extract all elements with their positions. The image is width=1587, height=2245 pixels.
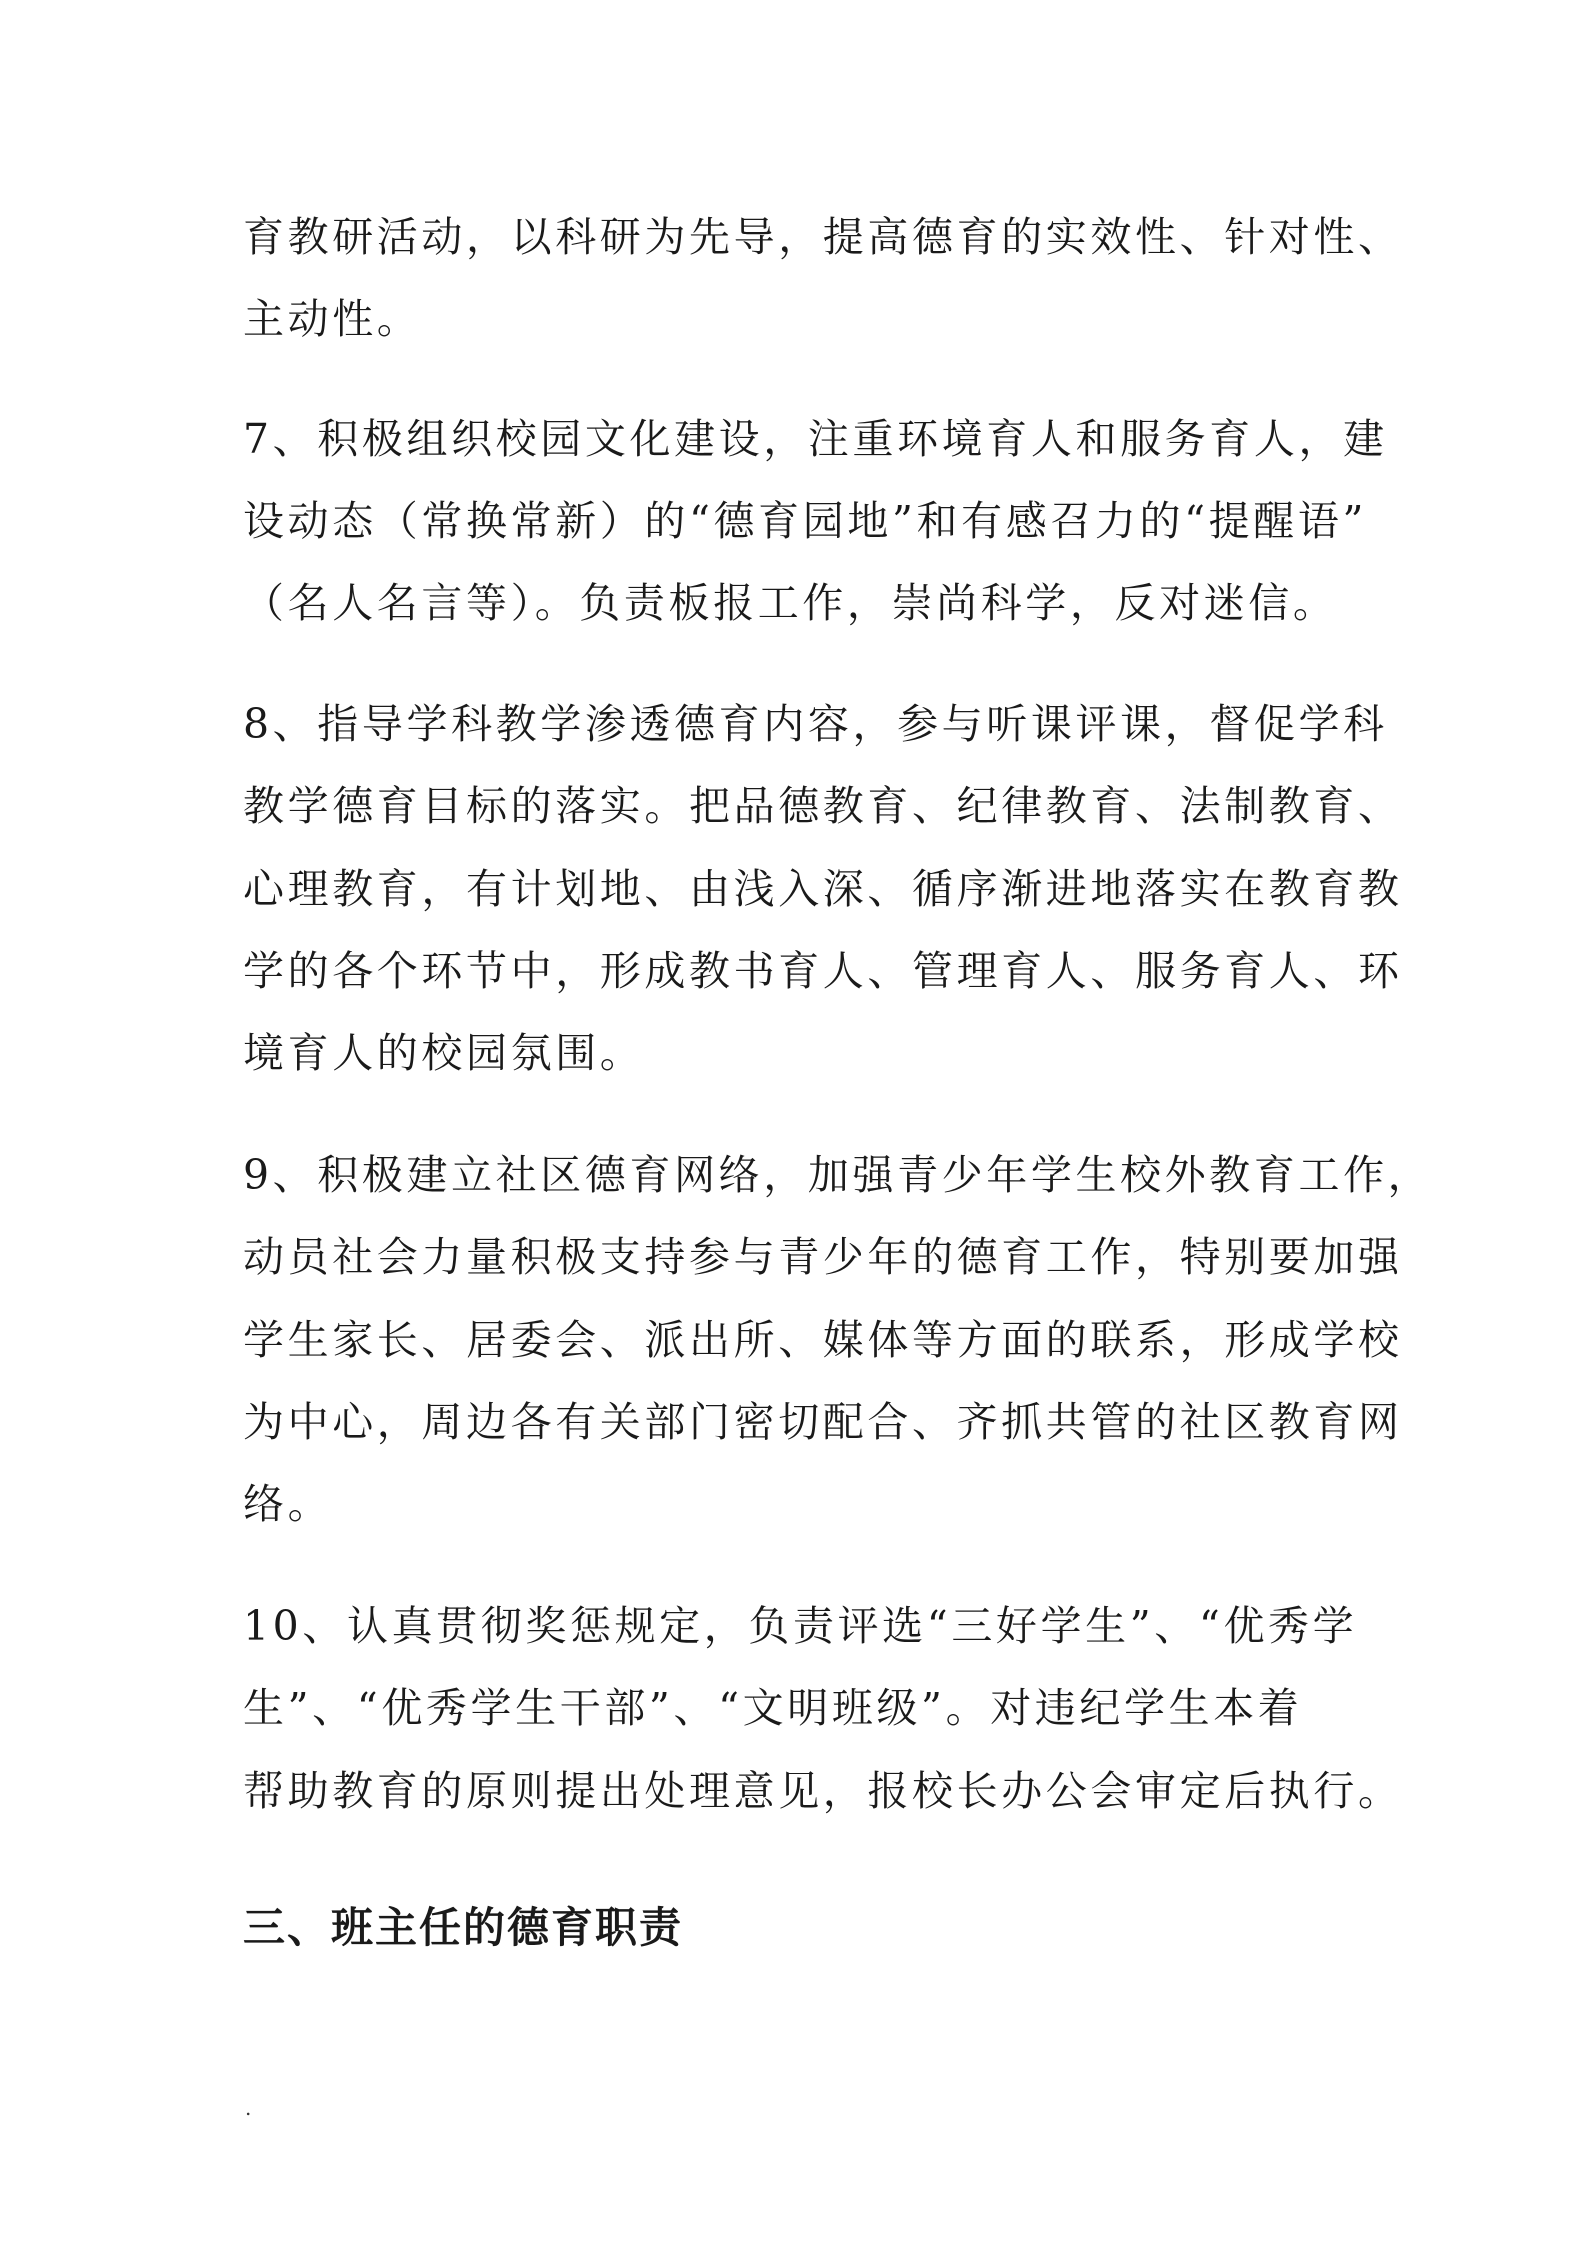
paragraph-8-line-4: 学的各个环节中，形成教书育人、管理育人、服务育人、环	[243, 947, 1403, 995]
paragraph-9-line-2: 动员社会力量积极支持参与青少年的德育工作，特别要加强	[243, 1233, 1403, 1281]
paragraph-7-line-3: （名人名言等）。负责板报工作，崇尚科学，反对迷信。	[243, 579, 1338, 627]
paragraph-10-line-3: 帮助教育的原则提出处理意见，报校长办公会审定后执行。	[243, 1767, 1403, 1815]
paragraph-10-line-1: 10、认真贯彻奖惩规定，负责评选“三好学生”、“优秀学	[243, 1602, 1358, 1650]
section-heading: 三、班主任的德育职责	[243, 1903, 684, 1952]
paragraph-7-line-1: 7、积极组织校园文化建设，注重环境育人和服务育人，建	[243, 415, 1388, 463]
paragraph-6-line-2: 育教研活动，以科研为先导，提高德育的实效性、针对性、	[243, 213, 1403, 261]
footer-mark: .	[245, 2096, 252, 2120]
paragraph-10-line-2: 生”、“优秀学生干部”、“文明班级”。对违纪学生本着	[243, 1684, 1303, 1732]
paragraph-9-line-5: 络。	[243, 1480, 333, 1528]
paragraph-7-line-2: 设动态（常换常新）的“德育园地”和有感召力的“提醒语”	[243, 497, 1368, 545]
paragraph-8-line-5: 境育人的校园氛围。	[243, 1029, 645, 1077]
paragraph-8-line-1: 8、指导学科教学渗透德育内容，参与听课评课，督促学科	[243, 700, 1388, 748]
paragraph-9-line-3: 学生家长、居委会、派出所、媒体等方面的联系，形成学校	[243, 1316, 1403, 1364]
paragraph-9-line-1: 9、积极建立社区德育网络，加强青少年学生校外教育工作，	[243, 1151, 1433, 1199]
paragraph-9-line-4: 为中心，周边各有关部门密切配合、齐抓共管的社区教育网	[243, 1398, 1403, 1446]
paragraph-6-line-3: 主动性。	[243, 295, 422, 343]
paragraph-8-line-2: 教学德育目标的落实。把品德教育、纪律教育、法制教育、	[243, 782, 1403, 830]
paragraph-8-line-3: 心理教育，有计划地、由浅入深、循序渐进地落实在教育教	[243, 865, 1403, 913]
